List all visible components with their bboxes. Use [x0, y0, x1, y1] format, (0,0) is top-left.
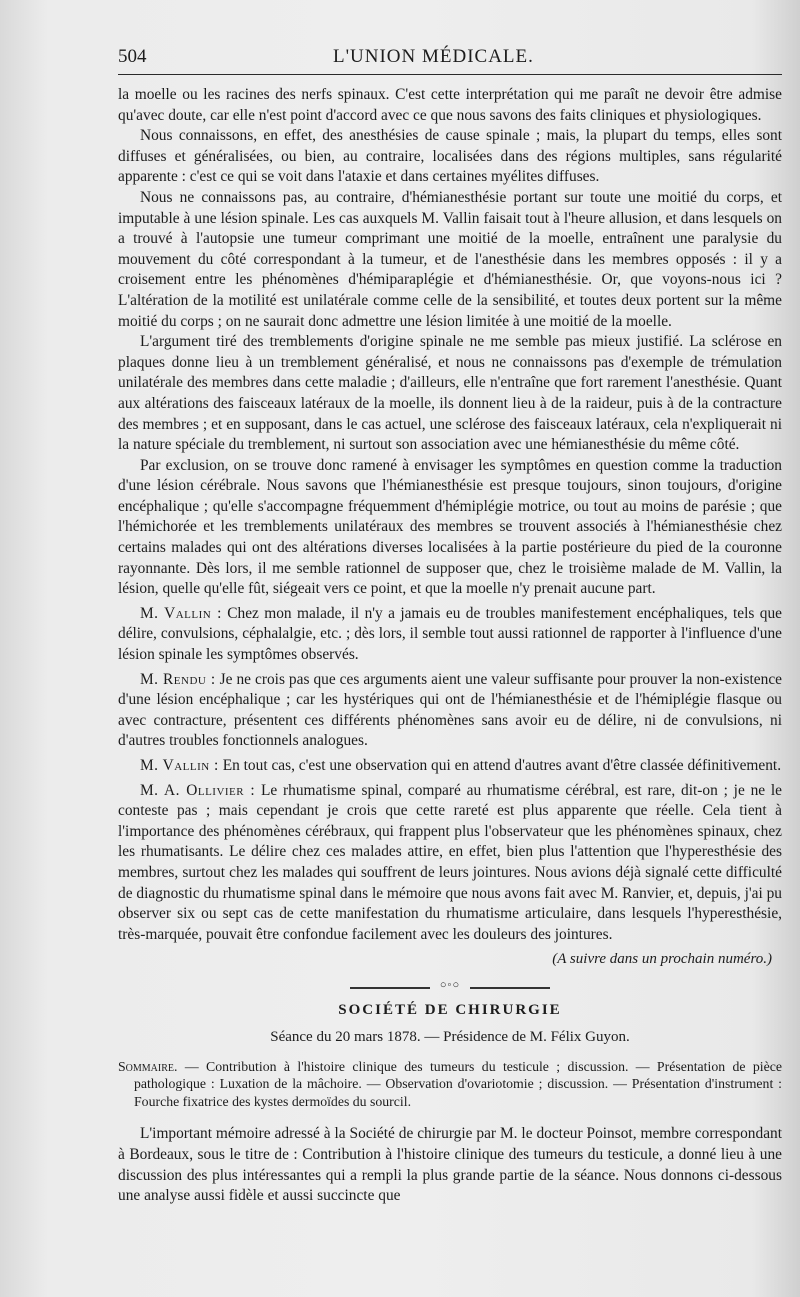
- speaker-name: M. A. Ollivier :: [140, 781, 256, 799]
- paragraph: Par exclusion, on se trouve donc ramené à envisager les symptômes en question comme la traduction d'une lésion cérébrale. Nous savons que l'hémianesthésie est presque toujours, sinon toujours, d'origine encéphalique ; qu'elle s'accompagne fréquemment d'hémiplégie motrice, ou tout au moins de parésie ; que l'hémichorée et les tremblements unilatéraux des membres se trouvent associés à l'hémianesthésie chez certains malades qui ont des altérations diverses localisées à la partie postérieure du pied de la couronne rayonnante. Dès lors, il me semble rationnel de supposer que, chez le troisième malade de M. Vallin, la lésion, quelle qu'elle fût, siégeait vers ce point, et que la moelle n'y prenait aucune part.: [118, 456, 782, 598]
- discussion-entry: [118, 604, 782, 666]
- speaker-text: Je ne crois pas que ces arguments aient une valeur suffisante pour prouver la non-existence d'une lésion encéphalique ; car les hystériques qui ont de l'hémianesthésie et de l'hémiplégie flasque ou avec contracture, présentent ces différents phénomènes sans avoir eu de délire, ni de convulsions, ni d'autres troubles fonctionnels analogues.: [118, 670, 782, 750]
- speaker-text: En tout cas, c'est une observation qui en attend d'autres avant d'être classée définitivement.: [222, 757, 782, 774]
- page-header: [118, 40, 782, 70]
- paragraph: L'argument tiré des tremblements d'origine spinale ne me semble pas mieux justifié. La sclérose en plaques donne lieu à un tremblement généralisé, et nous ne connaissons pas d'exemple de trémulation unilatérale des membres dans cette maladie ; d'ailleurs, elle n'entraîne que fort rarement l'anesthésie. Quant aux altérations des faisceaux latéraux de la moelle, ils donnent lieu à de la raideur, puis à de la contracture des membres ; et en supposant, dans le cas actuel, une sclérose des faisceaux latéraux, cela n'expliquerait ni la nature spéciale du tremblement, ni surtout son association avec une hémianesthésie du même côté.: [118, 333, 782, 454]
- discussion-entry: [118, 670, 782, 752]
- header-rule: [118, 74, 782, 75]
- paragraph: la moelle ou les racines des nerfs spinaux. C'est cette interprétation qui me paraît ne devoir être admise qu'avec doute, car elle n'est point d'accord avec ce que nous savons des faits cliniques et physiologiques.: [118, 86, 782, 124]
- continuation-note: (A suivre dans un prochain numéro.): [552, 951, 772, 968]
- section-title: SOCIÉTÉ DE CHIRURGIE: [338, 1001, 562, 1018]
- summary-lead: Sommaire.: [118, 1058, 178, 1074]
- speaker-name: M. Vallin :: [140, 604, 222, 622]
- speaker-name: M. Vallin :: [140, 757, 219, 774]
- summary: [118, 1058, 782, 1111]
- speaker-text: Chez mon malade, il n'y a jamais eu de troubles manifestement encéphaliques, tels que délire, convulsions, céphalalgie, etc. ; dès lors, il semble tout aussi rationnel de rapporter à l'influence d'une lésion spinale les symptômes observés.: [118, 604, 782, 664]
- summary-text: — Contribution à l'histoire clinique des tumeurs du testicule ; discussion. — Présentation de pièce pathologique : Luxation de la mâchoire. — Observation d'ovariotomie ; discussion. — Présentation d'instrument : Fourche fixatrice des kystes dermoïdes du sourcil.: [134, 1058, 782, 1109]
- page-number: 504: [118, 46, 147, 67]
- section-divider-ornament: ○◦○: [350, 982, 550, 994]
- discussion-entry: [118, 781, 782, 946]
- paragraph: Nous connaissons, en effet, des anesthésies de cause spinale ; mais, la plupart du temps, elles sont diffuses et généralisées, ou bien, au contraire, localisées dans des régions multiples, sans régularité apparente : c'est ce qui se voit dans l'ataxie et dans certaines myélites diffuses.: [118, 127, 782, 186]
- speaker-text: Le rhumatisme spinal, comparé au rhumatisme cérébral, est rare, dit-on ; je ne le conteste pas ; mais cependant je crois que cette rareté est plus apparente que réelle. Cela tient à l'importance des phénomènes cérébraux, qui frappent plus l'observateur que les phénomènes spinaux, chez les rhumatisants. Le délire chez ces malades attire, en effet, bien plus l'attention que l'hyperesthésie des membres, surtout chez les malades qui souffrent de leurs jointures. Nous avions déjà signalé cette difficulté de diagnostic du rhumatisme spinal dans le mémoire que nous avons fait avec M. Ranvier, et, depuis, j'ai pu observer six ou sept cas de cette manifestation du rhumatisme articulaire, dans lesquels l'hyperesthésie, très-marquée, pouvait être confondue facilement avec les douleurs des jointures.: [118, 781, 782, 943]
- session-line: Séance du 20 mars 1878. — Présidence de M. Félix Guyon.: [270, 1028, 630, 1045]
- section-body: L'important mémoire adressé à la Société de chirurgie par M. le docteur Poinsot, membre correspondant à Bordeaux, sous le titre de : Contribution à l'histoire clinique des tumeurs du testicule, a donné lieu à une discussion des plus intéressantes qui a rempli la plus grande partie de la séance. Nous donnons ci-dessous une analyse aussi fidèle et aussi succincte que: [118, 1125, 782, 1205]
- discussion-entry: [118, 756, 782, 777]
- speaker-name: M. Rendu :: [140, 670, 216, 688]
- journal-title: L'UNION MÉDICALE.: [333, 46, 534, 67]
- paragraph: Nous ne connaissons pas, au contraire, d'hémianesthésie portant sur toute une moitié du corps, et imputable à une lésion spinale. Les cas auxquels M. Vallin faisait tout à l'heure allusion, et dans lesquels on a trouvé à l'autopsie une tumeur comprimant une moitié de la moelle, entraînent une paralysie du mouvement du côté correspondant à la tumeur, et de l'anesthésie dans les membres opposés : il y a croisement entre les phénomènes d'hémiparaplégie et d'hémianesthésie. Or, que voyons-nous ici ? L'altération de la motilité est unilatérale comme celle de la sensibilité, et toutes deux portent sur la même moitié du corps ; on ne saurait donc admettre une lésion limitée à une moitié de la moelle.: [118, 188, 782, 330]
- page-content: [118, 40, 782, 1207]
